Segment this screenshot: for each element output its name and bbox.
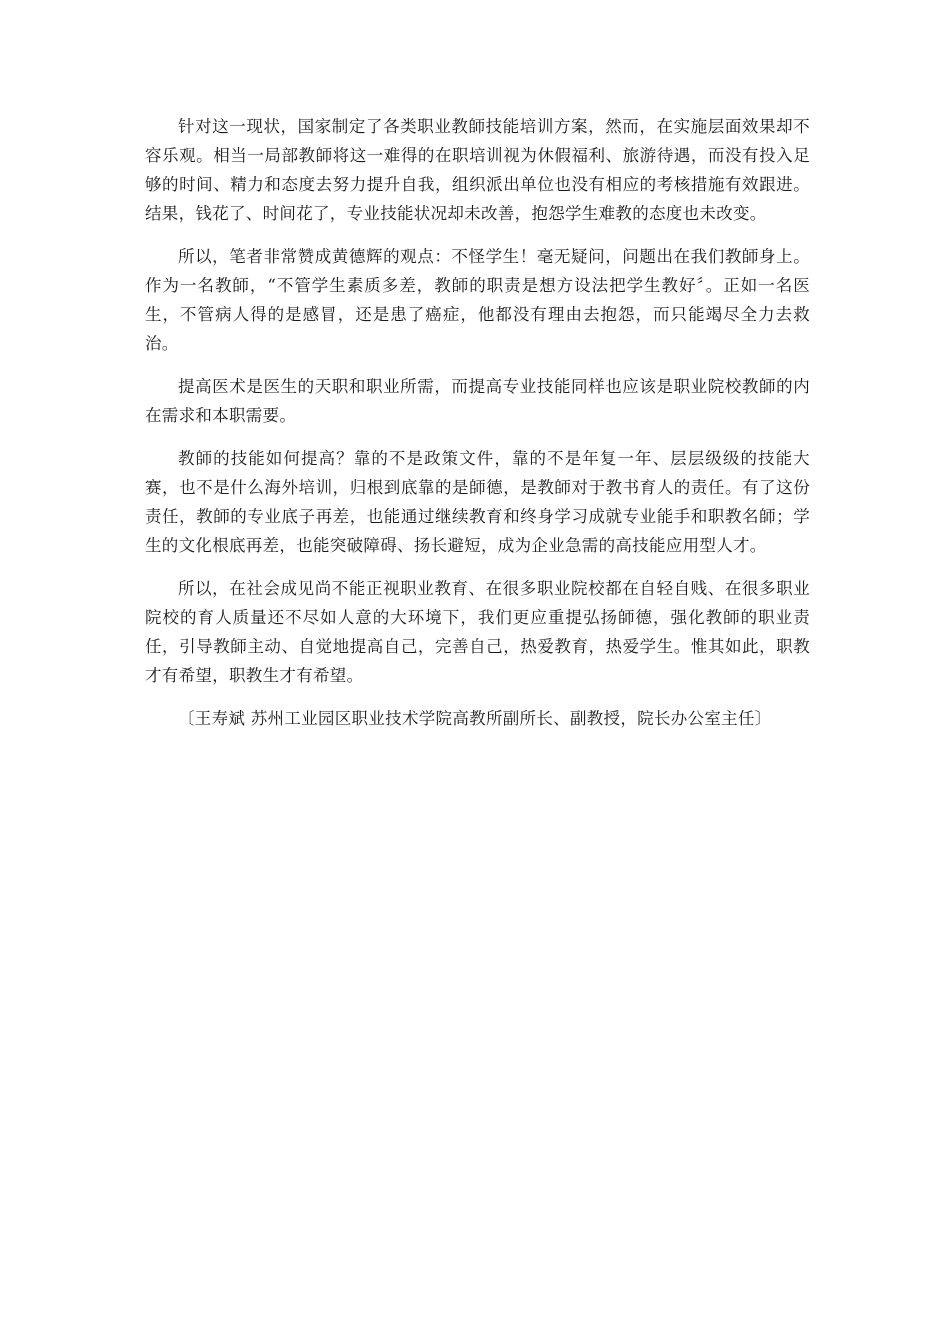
paragraph-4: 教師的技能如何提高？靠的不是政策文件，靠的不是年复一年、层层级级的技能大赛，也不是什么海外培训，归根到底靠的是師德，是教師对于教书育人的责任。有了这份责任，教師的专业底子再差，也能通过继续教育和终身学习成就专业能手和职教名師；学生的文化根底再差，也能突破障碍、扬长避短，成为企业急需的高技能应用型人才。 xyxy=(145,449,810,555)
paragraph-5: 所以，在社会成见尚不能正视职业教育、在很多职业院校都在自轻自贱、在很多职业院校的育人质量还不尽如人意的大环境下，我们更应重提弘扬師德，强化教師的职业责任，引导教師主动、自觉地提高自己，完善自己，热爱教育，热爱学生。惟其如此，职教才有希望，职教生才有希望。 xyxy=(145,579,810,685)
author-byline: 〔王寿斌 苏州工业园区职业技术学院高教所副所长、副教授，院长办公室主任〕 xyxy=(178,709,772,728)
article-body xyxy=(145,112,810,733)
paragraph-1: 针对这一现状，国家制定了各类职业教師技能培训方案，然而，在实施层面效果却不容乐观。相当一局部教師将这一难得的在职培训视为休假福利、旅游待遇，而没有投入足够的时间、精力和态度去努力提升自我，组织派出单位也没有相应的考核措施有效跟进。结果，钱花了、时间花了，专业技能状况却未改善，抱怨学生难教的态度也未改变。 xyxy=(145,117,810,223)
paragraph-2: 所以，笔者非常赞成黄德辉的观点：不怪学生！毫无疑问，问题出在我们教師身上。作为一名教師，“不管学生素质多差，教師的职责是想方设法把学生教好〞。正如一名医生，不管病人得的是感冒，还是患了癌症，他都没有理由去抱怨，而只能竭尽全力去救治。 xyxy=(145,247,810,353)
paragraph-3: 提高医术是医生的天职和职业所需，而提高专业技能同样也应该是职业院校教師的内在需求和本职需要。 xyxy=(145,377,810,425)
